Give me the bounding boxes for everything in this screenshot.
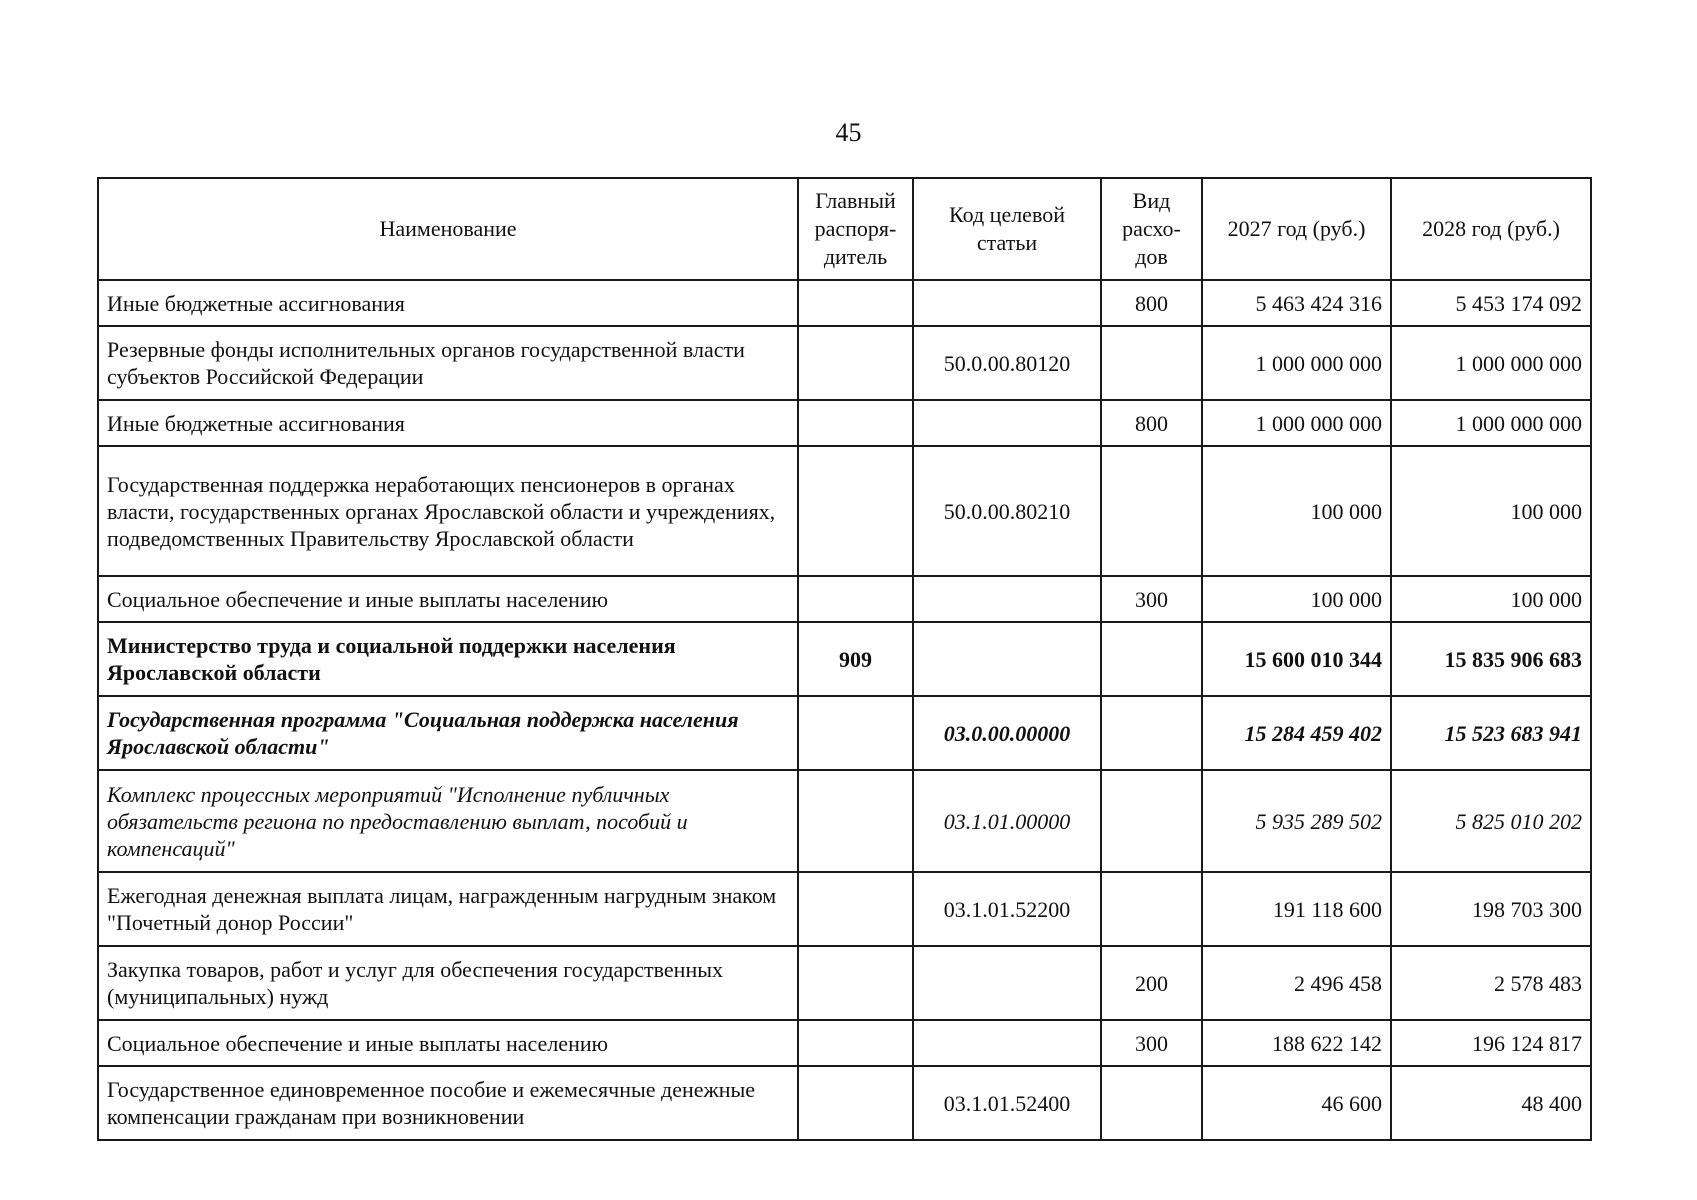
row-name-cell: Ежегодная денежная выплата лицам, награжденным нагрудным знаком "Почетный донор России" — [98, 872, 798, 946]
row-name-cell: Государственная поддержка неработающих пенсионеров в органах власти, государственных органах Ярославской области и учреждениях, подведомственных Правительству Ярославской области — [98, 446, 798, 576]
row-2027-cell: 188 622 142 — [1202, 1020, 1391, 1066]
row-2028-cell: 1 000 000 000 — [1391, 326, 1591, 400]
table-body — [98, 280, 1591, 1140]
table-row — [98, 326, 1591, 400]
row-manager-cell — [798, 326, 913, 400]
row-2028-cell: 15 835 906 683 — [1391, 622, 1591, 696]
row-name-cell: Иные бюджетные ассигнования — [98, 400, 798, 446]
page-number: 45 — [835, 118, 862, 147]
row-2027-cell: 2 496 458 — [1202, 946, 1391, 1020]
table-row — [98, 622, 1591, 696]
row-name-cell: Социальное обеспечение и иные выплаты населению — [98, 576, 798, 622]
row-name-cell: Иные бюджетные ассигнования — [98, 280, 798, 326]
row-type-cell — [1101, 1066, 1202, 1140]
row-name-cell: Закупка товаров, работ и услуг для обеспечения государственных (муниципальных) нужд — [98, 946, 798, 1020]
row-code-cell: 50.0.00.80210 — [913, 446, 1101, 576]
header-year-2028: 2028 год (руб.) — [1391, 178, 1591, 280]
row-2027-cell: 5 935 289 502 — [1202, 770, 1391, 872]
row-manager-cell — [798, 696, 913, 770]
row-type-cell — [1101, 696, 1202, 770]
row-code-cell: 03.1.01.00000 — [913, 770, 1101, 872]
table-row — [98, 770, 1591, 872]
row-manager-cell — [798, 770, 913, 872]
table-row — [98, 1020, 1591, 1066]
row-code-cell — [913, 622, 1101, 696]
row-2027-cell: 1 000 000 000 — [1202, 326, 1391, 400]
row-code-cell: 50.0.00.80120 — [913, 326, 1101, 400]
row-type-cell: 800 — [1101, 280, 1202, 326]
row-2028-cell: 48 400 — [1391, 1066, 1591, 1140]
row-2028-cell: 100 000 — [1391, 446, 1591, 576]
row-2028-cell: 2 578 483 — [1391, 946, 1591, 1020]
table-row — [98, 400, 1591, 446]
row-2028-cell: 15 523 683 941 — [1391, 696, 1591, 770]
header-expense-type: Вид расхо-дов — [1101, 178, 1202, 280]
row-code-cell — [913, 280, 1101, 326]
row-2027-cell: 1 000 000 000 — [1202, 400, 1391, 446]
row-code-cell: 03.1.01.52400 — [913, 1066, 1101, 1140]
row-manager-cell — [798, 400, 913, 446]
row-2027-cell: 46 600 — [1202, 1066, 1391, 1140]
row-2028-cell: 198 703 300 — [1391, 872, 1591, 946]
table-row — [98, 446, 1591, 576]
header-name: Наименование — [98, 178, 798, 280]
row-type-cell: 300 — [1101, 1020, 1202, 1066]
row-2028-cell: 196 124 817 — [1391, 1020, 1591, 1066]
row-2027-cell: 15 600 010 344 — [1202, 622, 1391, 696]
table-row — [98, 576, 1591, 622]
row-2028-cell: 100 000 — [1391, 576, 1591, 622]
table-header-row — [98, 178, 1591, 280]
row-manager-cell — [798, 280, 913, 326]
table-row — [98, 946, 1591, 1020]
row-manager-cell — [798, 872, 913, 946]
header-manager: Главный распоря-дитель — [798, 178, 913, 280]
table-row — [98, 696, 1591, 770]
row-name-cell: Министерство труда и социальной поддержки населения Ярославской области — [98, 622, 798, 696]
row-name-cell: Комплекс процессных мероприятий "Исполнение публичных обязательств региона по предоставлению выплат, пособий и компенсаций" — [98, 770, 798, 872]
row-2028-cell: 5 825 010 202 — [1391, 770, 1591, 872]
row-code-cell — [913, 400, 1101, 446]
header-year-2027: 2027 год (руб.) — [1202, 178, 1391, 280]
budget-table — [97, 177, 1592, 1141]
row-code-cell: 03.1.01.52200 — [913, 872, 1101, 946]
row-code-cell — [913, 946, 1101, 1020]
row-2027-cell: 100 000 — [1202, 576, 1391, 622]
row-name-cell: Государственное единовременное пособие и ежемесячные денежные компенсации гражданам при возникновении — [98, 1066, 798, 1140]
row-2027-cell: 100 000 — [1202, 446, 1391, 576]
row-name-cell: Резервные фонды исполнительных органов государственной власти субъектов Российской Федерации — [98, 326, 798, 400]
row-manager-cell: 909 — [798, 622, 913, 696]
row-code-cell — [913, 1020, 1101, 1066]
row-type-cell — [1101, 770, 1202, 872]
row-manager-cell — [798, 446, 913, 576]
row-name-cell: Государственная программа "Социальная поддержка населения Ярославской области" — [98, 696, 798, 770]
row-type-cell — [1101, 622, 1202, 696]
row-manager-cell — [798, 576, 913, 622]
row-type-cell — [1101, 446, 1202, 576]
row-code-cell: 03.0.00.00000 — [913, 696, 1101, 770]
row-manager-cell — [798, 1020, 913, 1066]
row-type-cell — [1101, 872, 1202, 946]
row-type-cell: 800 — [1101, 400, 1202, 446]
table-row — [98, 1066, 1591, 1140]
row-2028-cell: 1 000 000 000 — [1391, 400, 1591, 446]
row-2028-cell: 5 453 174 092 — [1391, 280, 1591, 326]
row-manager-cell — [798, 946, 913, 1020]
row-code-cell — [913, 576, 1101, 622]
row-type-cell — [1101, 326, 1202, 400]
row-type-cell: 300 — [1101, 576, 1202, 622]
table-row — [98, 280, 1591, 326]
row-name-cell: Социальное обеспечение и иные выплаты населению — [98, 1020, 798, 1066]
row-2027-cell: 5 463 424 316 — [1202, 280, 1391, 326]
row-manager-cell — [798, 1066, 913, 1140]
row-2027-cell: 15 284 459 402 — [1202, 696, 1391, 770]
row-2027-cell: 191 118 600 — [1202, 872, 1391, 946]
table-row — [98, 872, 1591, 946]
row-type-cell: 200 — [1101, 946, 1202, 1020]
header-target-code: Код целевой статьи — [913, 178, 1101, 280]
